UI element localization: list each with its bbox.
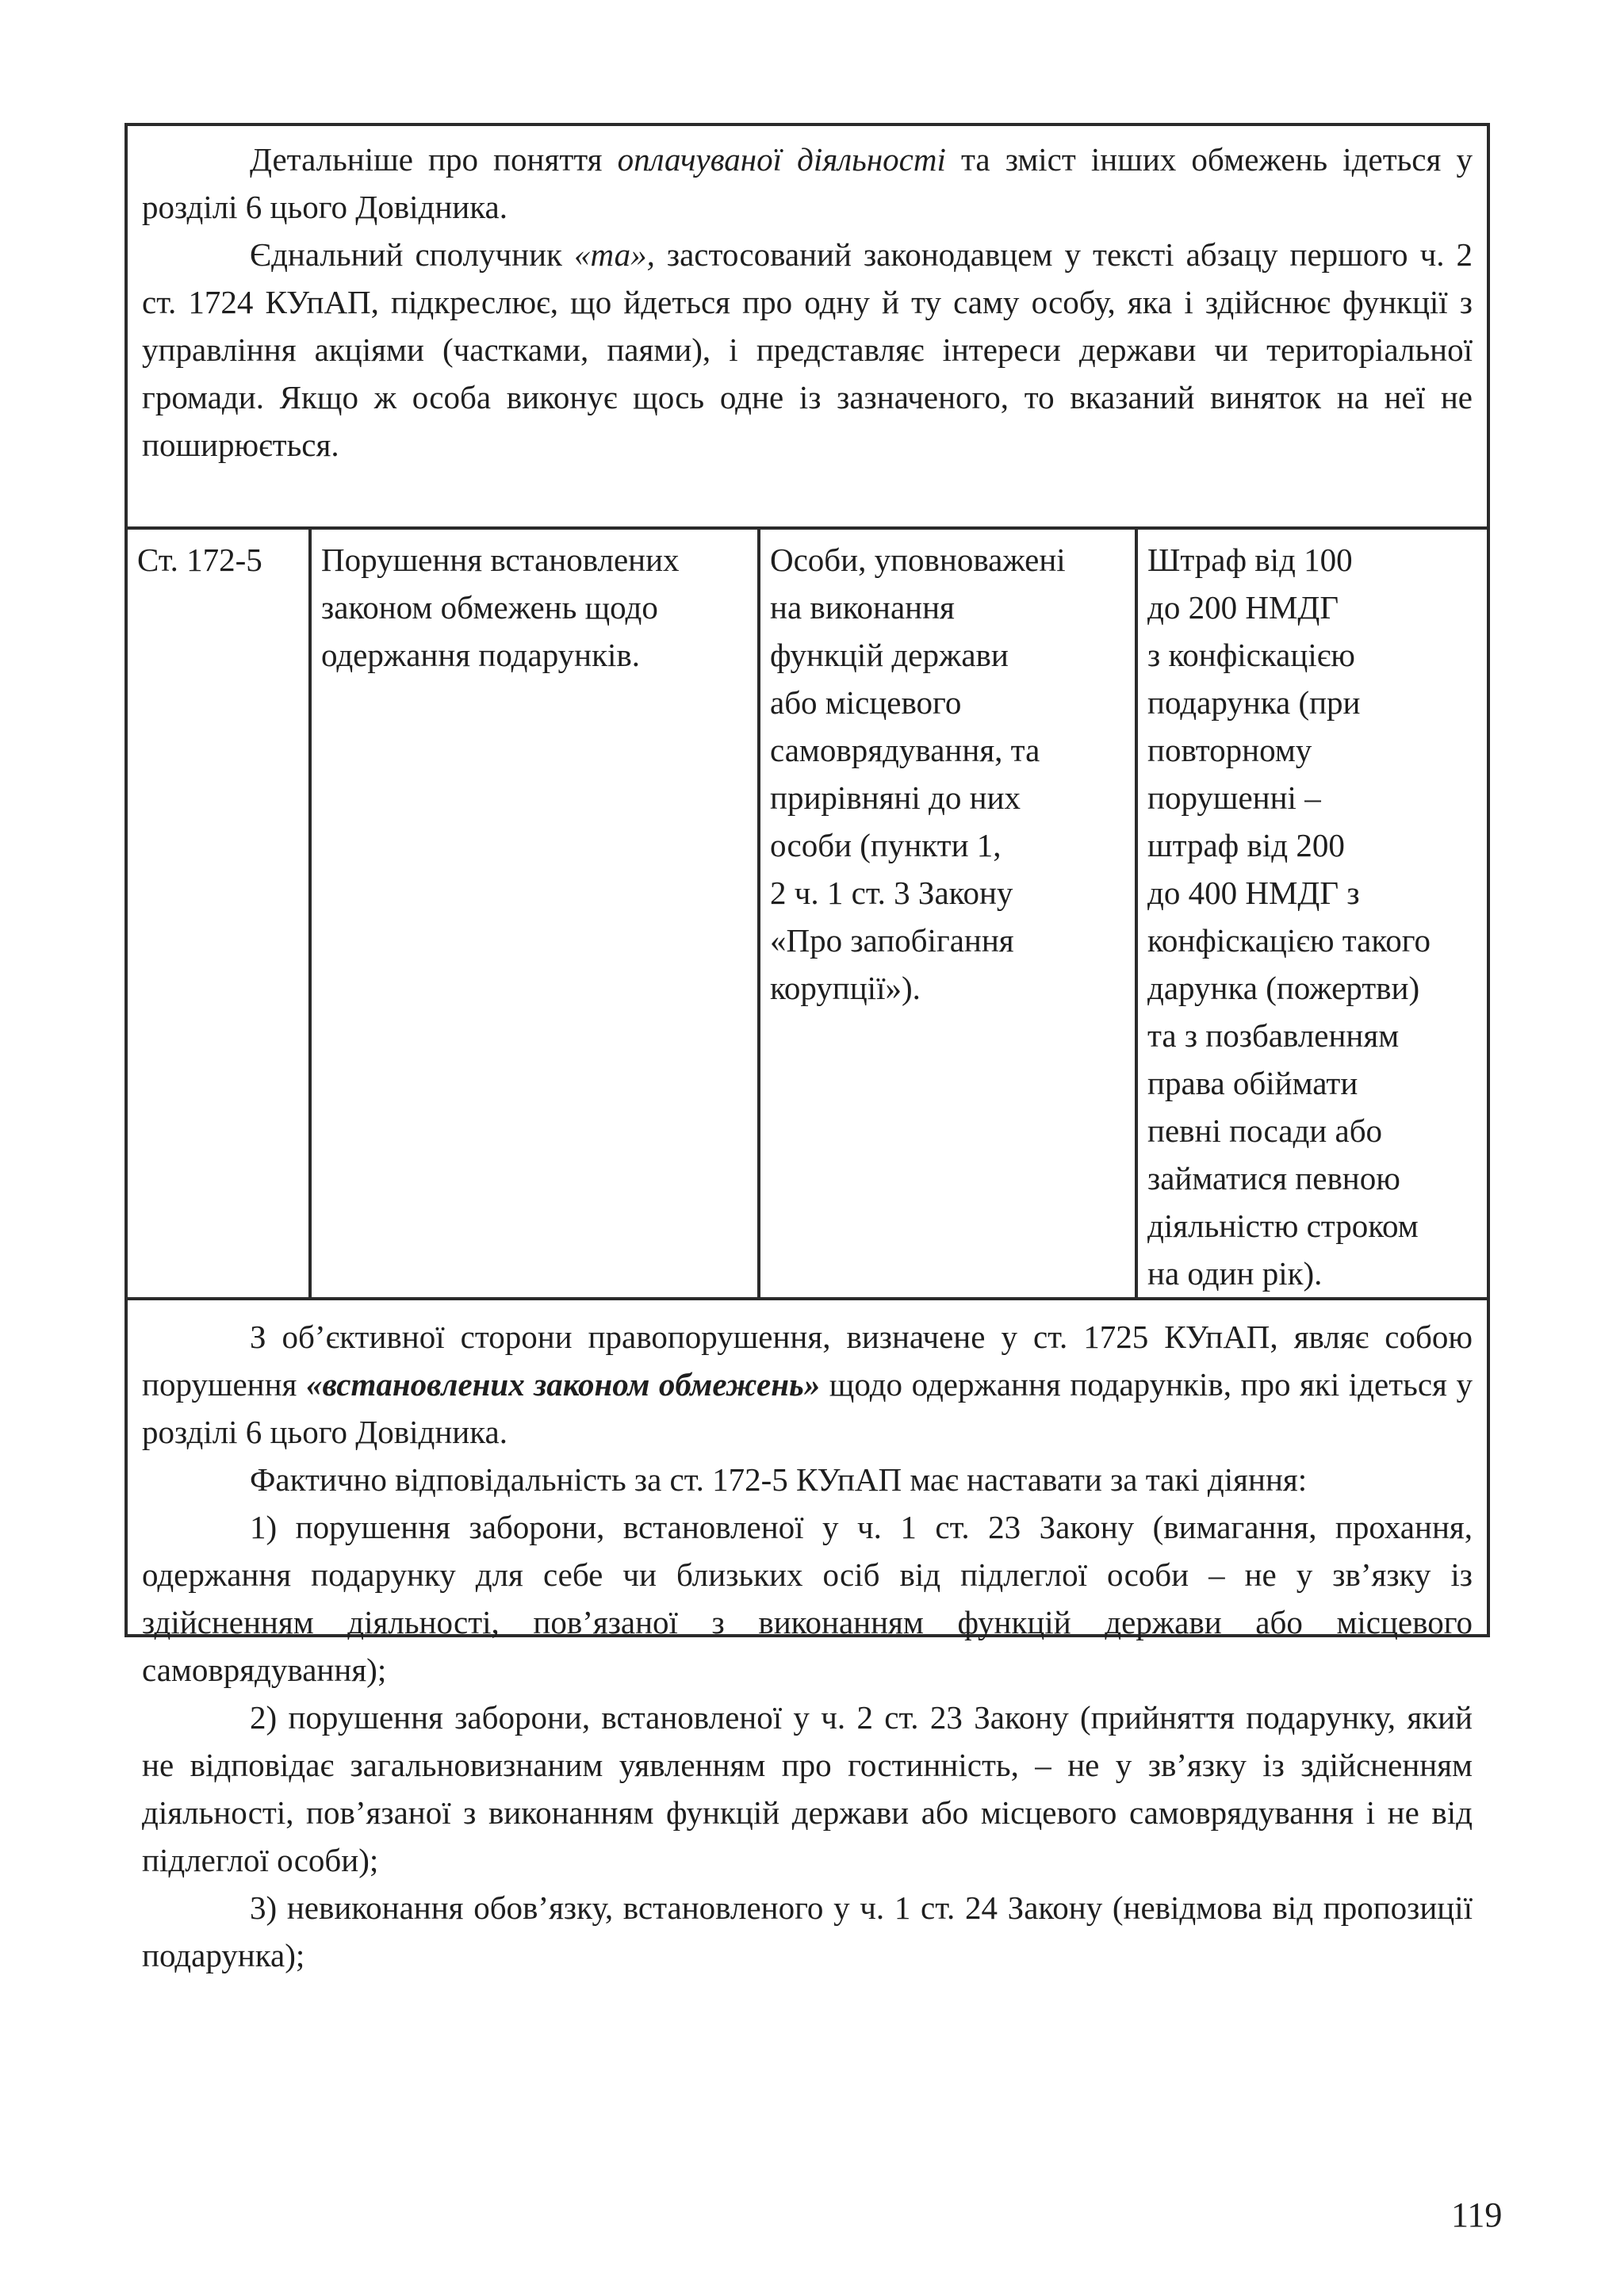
cell-line: Штраф від 100 xyxy=(1147,542,1353,578)
cell-line: права обіймати xyxy=(1147,1065,1358,1101)
list-item-3: 3) невиконання обов’язку, встановленого у ч. 1 ст. 24 Закону (невідмова від пропозиції подарунка); xyxy=(142,1889,1473,1973)
list-item-2: 2) порушення заборони, встановленої у ч. 2 ст. 23 Закону (прийняття подарунку, який не відповідає загальновизнаним уявленням про гостинність, – не у зв’язку із здійсненням діяльності, пов’язаної з виконанням функцій держави або місцевого самоврядування і не від підлеглої особи); xyxy=(142,1699,1473,1878)
article-number: Ст. 172-5 xyxy=(137,542,262,578)
cell-line: до 200 НМДГ xyxy=(1147,589,1339,626)
cell-line: повторному xyxy=(1147,732,1312,768)
list-item-1: 1) порушення заборони, встановленої у ч. 1 ст. 23 Закону (вимагання, прохання, одержання подарунку для себе чи близьких осіб від підлеглої особи – не у зв’язку із здійсненням діяльності, пов’язаної з виконанням функцій держави або місцевого самоврядування); xyxy=(142,1509,1473,1688)
text-run: застосований законодавцем у тексті абзацу першого ч. 2 ст. 1724 КУпАП, підкреслює, що йдеться про одну й ту саму особу, яка і здійснює функції з управління акціями (частками, паями), і представляє інтереси держави чи територіальної громади. Якщо ж особа виконує щось одне із зазначеного, то вказаний виняток на неї не поширюється. xyxy=(142,236,1473,463)
cell-line: порушенні – xyxy=(1147,779,1321,816)
text-run: З об’єктивної сторони правопорушення, визначене у ст. 1725 КУпАП, являє собою порушення xyxy=(142,1319,1473,1403)
cell-line: 2 ч. 1 ст. 3 Закону xyxy=(770,875,1013,911)
bold-italic-term: «встановлених законом обмежень» xyxy=(305,1366,821,1403)
table-row xyxy=(128,530,1487,1300)
italic-term: «та», xyxy=(573,236,655,273)
document-frame xyxy=(124,123,1490,1973)
cell-line: певні посади або xyxy=(1147,1112,1383,1149)
article-cell xyxy=(128,530,312,1297)
paragraph-conjunction xyxy=(142,231,1473,469)
paragraph-paid-activity xyxy=(142,136,1473,231)
intro-section xyxy=(128,126,1487,530)
text-run: та зміст інших обмежень ідеться у розділі 6 цього Довідника. xyxy=(142,141,1473,225)
cell-line: на один рік). xyxy=(1147,1255,1323,1292)
cell-line: прирівняні до них xyxy=(770,779,1021,816)
cell-line: подарунка (при xyxy=(1147,684,1361,721)
cell-line: Порушення встановлених xyxy=(321,542,680,578)
paragraph-objective-side xyxy=(142,1313,1473,1456)
subjects-cell xyxy=(760,530,1138,1297)
cell-line: одержання подарунків. xyxy=(321,637,641,673)
cell-line: «Про запобігання xyxy=(770,922,1014,959)
cell-line: до 400 НМДГ з xyxy=(1147,875,1360,911)
cell-line: діяльністю строком xyxy=(1147,1208,1419,1244)
commentary-section xyxy=(128,1300,1487,1973)
text-run: Детальніше про поняття xyxy=(250,141,618,178)
cell-line: або місцевого xyxy=(770,684,962,721)
cell-line: дарунка (пожертви) xyxy=(1147,970,1420,1006)
cell-line: конфіскацією такого xyxy=(1147,922,1431,959)
text-run: Єднальний сполучник xyxy=(250,236,574,273)
cell-line: особи (пункти 1, xyxy=(770,827,1002,863)
cell-line: Особи, уповноважені xyxy=(770,542,1066,578)
paragraph-liability: Фактично відповідальність за ст. 172-5 КУпАП має наставати за такі діяння: xyxy=(250,1461,1308,1498)
cell-line: корупції»). xyxy=(770,970,921,1006)
page-number: 119 xyxy=(1451,2195,1503,2234)
italic-term: оплачуваної діяльності xyxy=(617,141,946,178)
offense-cell xyxy=(312,530,760,1297)
cell-line: на виконання xyxy=(770,589,955,626)
cell-line: функцій держави xyxy=(770,637,1009,673)
cell-line: законом обмежень щодо xyxy=(321,589,658,626)
text-run: щодо одержання подарунків, про які ідеться у розділі 6 цього Довідника. xyxy=(142,1366,1473,1450)
penalty-cell xyxy=(1138,530,1487,1297)
cell-line: штраф від 200 xyxy=(1147,827,1345,863)
cell-line: самоврядування, та xyxy=(770,732,1040,768)
cell-line: з конфіскацією xyxy=(1147,637,1355,673)
cell-line: займатися певною xyxy=(1147,1160,1400,1196)
cell-line: та з позбавленням xyxy=(1147,1017,1400,1054)
